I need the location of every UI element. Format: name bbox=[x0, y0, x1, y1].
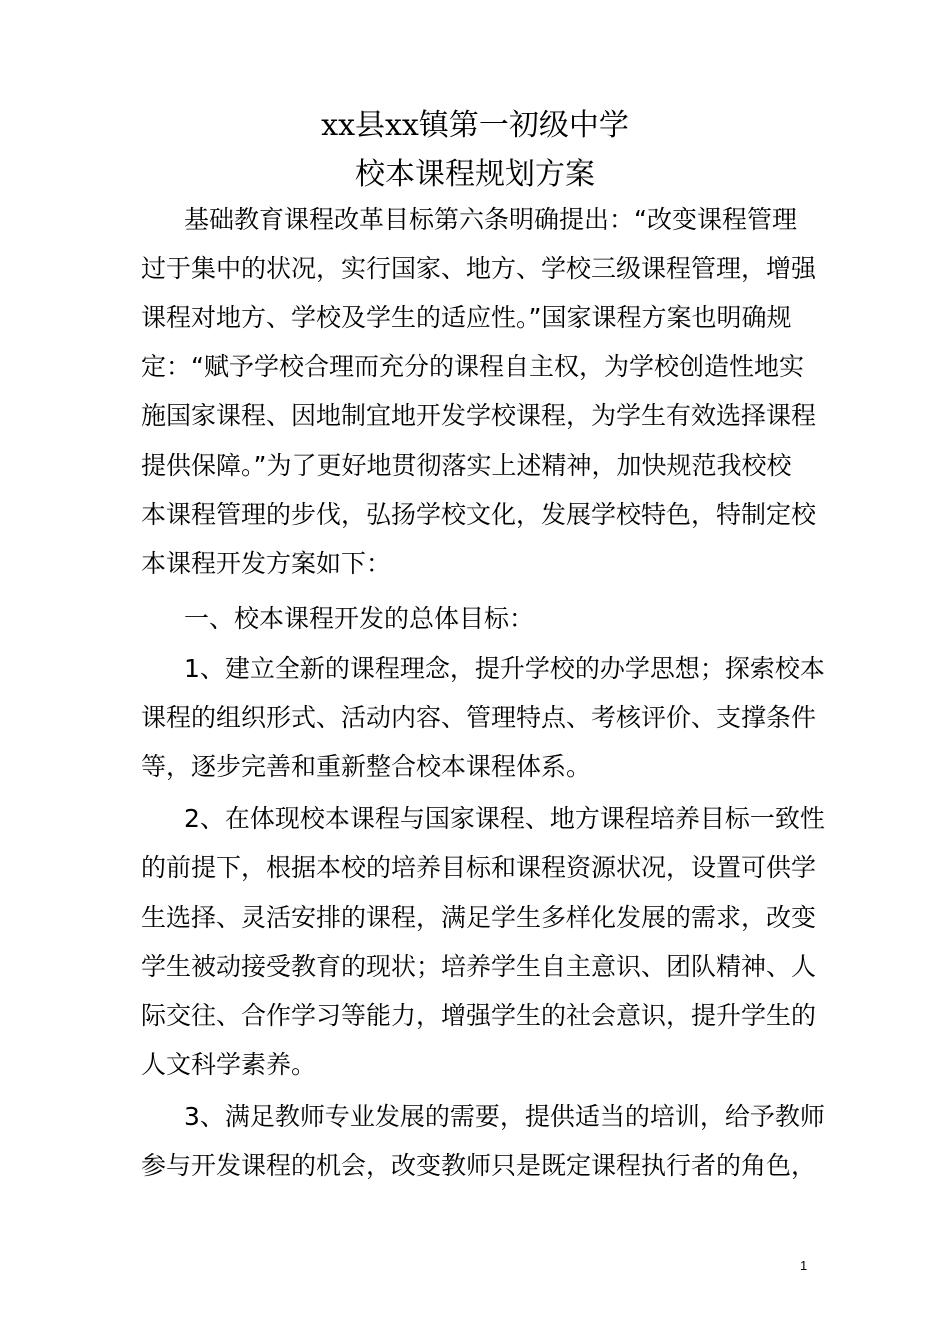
body-line: 生选择、灵活安排的课程，满足学生多样化发展的需求，改变 bbox=[141, 903, 817, 932]
document-title-school: xx县xx镇第一初级中学 bbox=[321, 108, 629, 143]
page-number: 1 bbox=[800, 1258, 808, 1273]
body-line: 等，逐步完善和重新整合校本课程体系。 bbox=[141, 752, 592, 781]
body-line: 提供保障。”为了更好地贯彻落实上述精神，加快规范我校校 bbox=[141, 451, 792, 480]
body-line: 2、在体现校本课程与国家课程、地方课程培养目标一致性 bbox=[184, 804, 825, 833]
body-line: 本课程开发方案如下： bbox=[141, 549, 392, 578]
body-line: 基础教育课程改革目标第六条明确提出：“改变课程管理 bbox=[184, 205, 797, 234]
body-line: 际交往、合作学习等能力，增强学生的社会意识，提升学生的 bbox=[141, 1001, 817, 1030]
body-line: 过于集中的状况，实行国家、地方、学校三级课程管理，增强 bbox=[141, 254, 817, 283]
body-line: 施国家课程、因地制宜地开发学校课程，为学生有效选择课程 bbox=[141, 401, 817, 430]
body-line: 课程对地方、学校及学生的适应性。”国家课程方案也明确规 bbox=[141, 303, 792, 332]
body-line: 的前提下，根据本校的培养目标和课程资源状况，设置可供学 bbox=[141, 853, 817, 882]
body-line: 3、满足教师专业发展的需要，提供适当的培训，给予教师 bbox=[184, 1102, 825, 1131]
section-heading: 一、校本课程开发的总体目标： bbox=[184, 604, 535, 633]
body-line: 1、建立全新的课程理念，提升学校的办学思想；探索校本 bbox=[184, 654, 825, 683]
body-line: 参与开发课程的机会，改变教师只是既定课程执行者的角色， bbox=[141, 1151, 817, 1180]
body-line: 学生被动接受教育的现状；培养学生自主意识、团队精神、人 bbox=[141, 952, 817, 981]
body-line: 课程的组织形式、活动内容、管理特点、考核评价、支撑条件 bbox=[141, 703, 817, 732]
document-title-plan: 校本课程规划方案 bbox=[355, 157, 595, 192]
body-line: 人文科学素养。 bbox=[141, 1050, 317, 1079]
body-line: 本课程管理的步伐，弘扬学校文化，发展学校特色，特制定校 bbox=[141, 500, 817, 529]
body-line: 定：“赋予学校合理而充分的课程自主权，为学校创造性地实 bbox=[141, 352, 804, 381]
